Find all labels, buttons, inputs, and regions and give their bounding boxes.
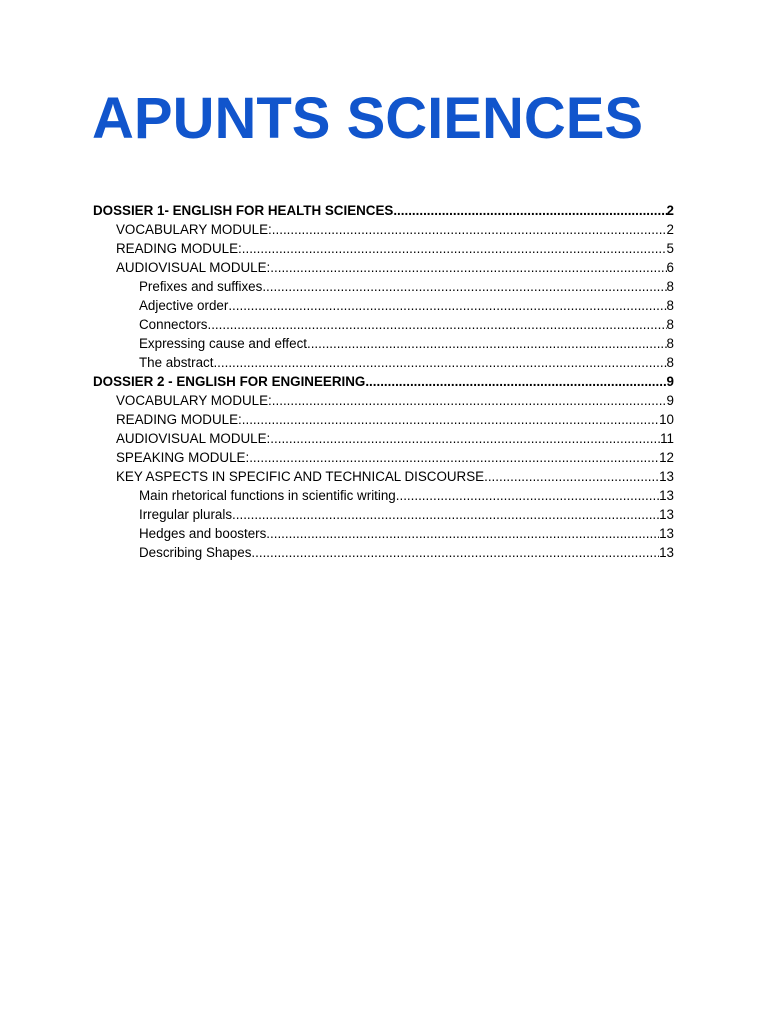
toc-dot-leader	[228, 296, 666, 315]
toc-entry-page-number: 13	[659, 507, 674, 522]
toc-dot-leader	[232, 505, 659, 524]
toc-entry[interactable]	[93, 353, 674, 372]
toc-entry-page-number: 2	[666, 203, 674, 218]
toc-entry-title: Describing Shapes	[139, 545, 252, 560]
toc-entry-page-number: 13	[659, 488, 674, 503]
toc-entry-page-number: 13	[659, 545, 674, 560]
toc-entry[interactable]	[93, 505, 674, 524]
toc-entry-page-number: 8	[666, 355, 674, 370]
toc-dot-leader	[272, 391, 667, 410]
toc-dot-leader	[365, 372, 666, 391]
toc-entry[interactable]	[93, 220, 674, 239]
toc-entry[interactable]	[93, 372, 674, 391]
toc-entry-page-number: 11	[660, 431, 674, 446]
toc-dot-leader	[207, 315, 666, 334]
toc-entry-title: READING MODULE:	[116, 241, 242, 256]
toc-dot-leader	[213, 353, 666, 372]
toc-entry-title: Expressing cause and effect	[139, 336, 307, 351]
toc-entry[interactable]	[93, 543, 674, 562]
toc-entry-page-number: 13	[659, 526, 674, 541]
toc-entry[interactable]	[93, 486, 674, 505]
toc-dot-leader	[262, 277, 666, 296]
toc-dot-leader	[307, 334, 667, 353]
toc-entry[interactable]	[93, 277, 674, 296]
toc-entry-title: VOCABULARY MODULE:	[116, 393, 272, 408]
toc-entry[interactable]	[93, 524, 674, 543]
toc-entry[interactable]	[93, 467, 674, 486]
toc-entry-page-number: 13	[659, 469, 674, 484]
toc-entry[interactable]	[93, 410, 674, 429]
toc-entry-title: Adjective order	[139, 298, 229, 313]
toc-entry-title: KEY ASPECTS IN SPECIFIC AND TECHNICAL DISCOURSE	[116, 469, 485, 484]
toc-entry-title: Main rhetorical functions in scientific writing	[139, 488, 396, 503]
toc-entry-title: DOSSIER 1- ENGLISH FOR HEALTH SCIENCES	[93, 203, 394, 218]
toc-entry-title: Hedges and boosters	[139, 526, 267, 541]
toc-entry-title: SPEAKING MODULE:	[116, 450, 250, 465]
toc-entry[interactable]	[93, 296, 674, 315]
toc-entry-title: AUDIOVISUAL MODULE:	[116, 431, 271, 446]
toc-entry-title: DOSSIER 2 - ENGLISH FOR ENGINEERING	[93, 374, 366, 389]
toc-entry-title: AUDIOVISUAL MODULE:	[116, 260, 271, 275]
toc-entry-page-number: 10	[659, 412, 674, 427]
toc-entry-page-number: 12	[659, 450, 674, 465]
toc-dot-leader	[393, 201, 666, 220]
toc-entry-page-number: 8	[666, 279, 674, 294]
toc-entry[interactable]	[93, 201, 674, 220]
toc-entry-page-number: 8	[666, 317, 674, 332]
toc-entry[interactable]	[93, 258, 674, 277]
toc-entry[interactable]	[93, 239, 674, 258]
toc-entry-page-number: 9	[666, 393, 674, 408]
toc-entry-title: Prefixes and suffixes	[139, 279, 263, 294]
toc-dot-leader	[242, 239, 667, 258]
toc-entry-page-number: 8	[666, 336, 674, 351]
toc-entry[interactable]	[93, 429, 674, 448]
toc-entry-page-number: 9	[666, 374, 674, 389]
toc-dot-leader	[270, 429, 660, 448]
toc-dot-leader	[396, 486, 659, 505]
toc-dot-leader	[249, 448, 659, 467]
toc-entry-page-number: 2	[666, 222, 674, 237]
toc-entry[interactable]	[93, 448, 674, 467]
toc-entry-title: The abstract	[139, 355, 214, 370]
table-of-contents	[93, 201, 674, 562]
toc-entry-title: Irregular plurals	[139, 507, 233, 522]
toc-entry[interactable]	[93, 334, 674, 353]
toc-entry-title: VOCABULARY MODULE:	[116, 222, 272, 237]
toc-entry[interactable]	[93, 315, 674, 334]
toc-entry-page-number: 5	[666, 241, 674, 256]
toc-dot-leader	[242, 410, 659, 429]
toc-dot-leader	[484, 467, 659, 486]
document-title: APUNTS SCIENCES	[92, 86, 644, 151]
toc-dot-leader	[272, 220, 667, 239]
toc-entry-page-number: 8	[666, 298, 674, 313]
toc-dot-leader	[270, 258, 666, 277]
toc-dot-leader	[266, 524, 659, 543]
toc-entry[interactable]	[93, 391, 674, 410]
toc-entry-title: READING MODULE:	[116, 412, 242, 427]
toc-entry-title: Connectors	[139, 317, 208, 332]
toc-dot-leader	[251, 543, 659, 562]
toc-entry-page-number: 6	[666, 260, 674, 275]
